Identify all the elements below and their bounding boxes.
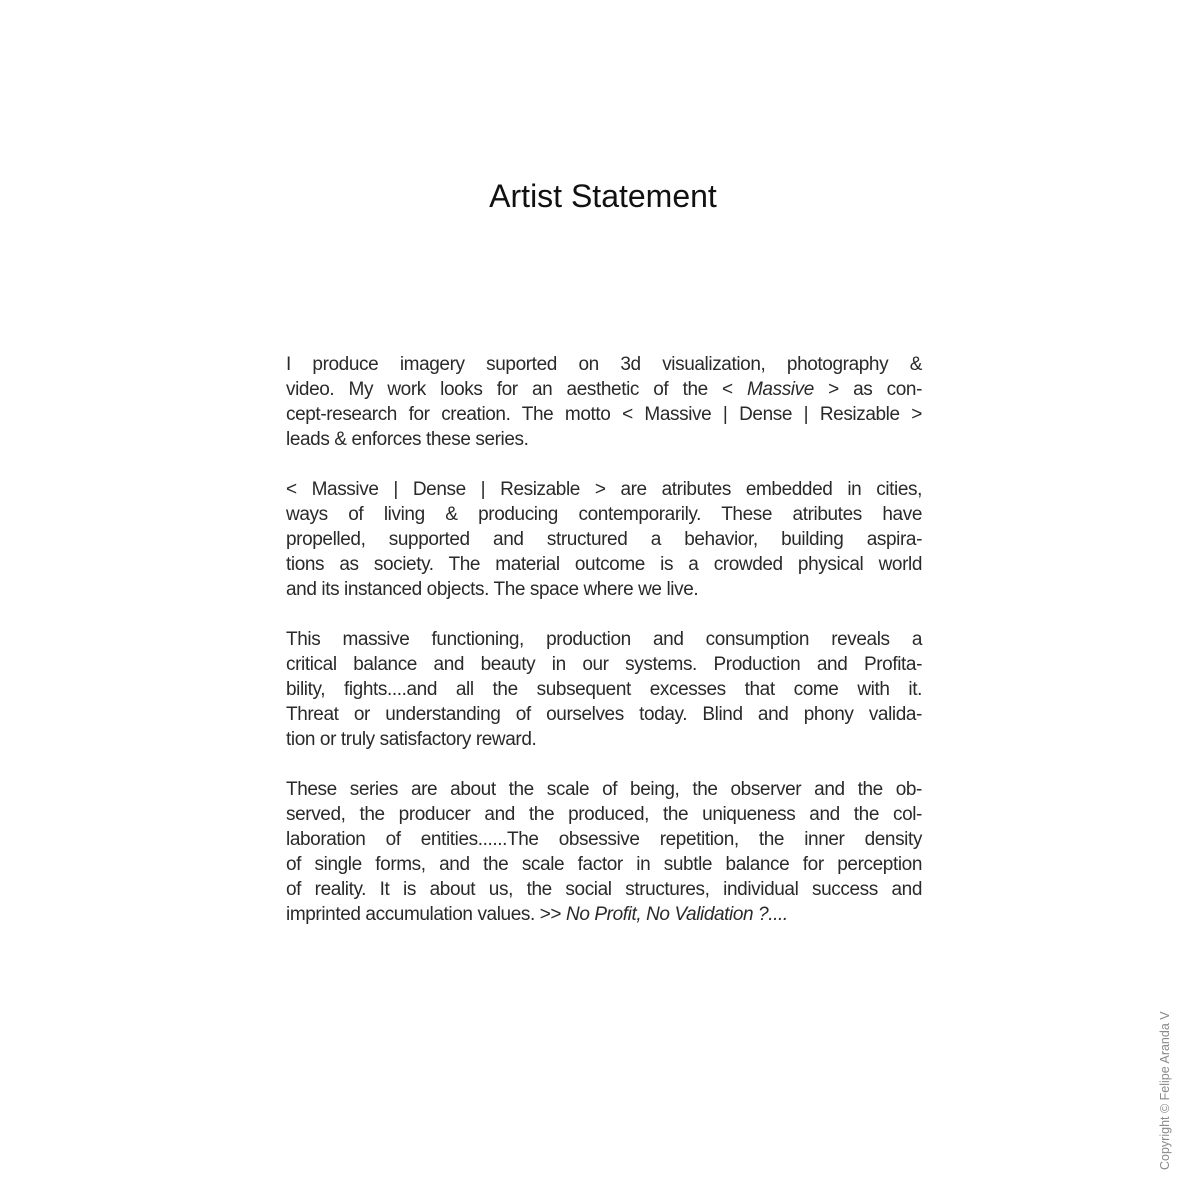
text-segment: served, the producer and the produced, the uniqueness and the col-	[286, 804, 922, 825]
text-segment: laboration of entities......The obsessive repetition, the inner density	[286, 829, 922, 850]
text-line	[286, 577, 922, 602]
text-line	[286, 702, 922, 727]
text-line	[286, 652, 922, 677]
text-line	[286, 427, 922, 452]
text-line	[286, 377, 922, 402]
text-segment: imprinted accumulation values. >>	[286, 904, 567, 925]
text-line	[286, 727, 922, 752]
text-segment: cept-research for creation. The motto < Massive | Dense | Resizable >	[286, 404, 922, 425]
statement-paragraph	[286, 627, 922, 752]
text-segment: These series are about the scale of being, the observer and the ob-	[286, 779, 922, 800]
text-line	[286, 627, 922, 652]
copyright-notice: Copyright © Felipe Aranda V	[1158, 1011, 1172, 1170]
text-segment: tions as society. The material outcome is a crowded physical world	[286, 554, 922, 575]
text-segment: video. My work looks for an aesthetic of the <	[286, 379, 747, 400]
text-line	[286, 402, 922, 427]
statement-paragraph	[286, 477, 922, 602]
text-segment: leads & enforces these series.	[286, 429, 529, 450]
text-segment: This massive functioning, production and consumption reveals a	[286, 629, 922, 650]
text-line	[286, 477, 922, 502]
text-segment: Threat or understanding of ourselves today. Blind and phony valida-	[286, 704, 922, 725]
text-line	[286, 827, 922, 852]
text-line	[286, 802, 922, 827]
statement-paragraph	[286, 777, 922, 927]
text-segment: I produce imagery suported on 3d visualization, photography &	[286, 354, 922, 375]
text-segment: > as con-	[813, 379, 922, 400]
text-segment: and its instanced objects. The space where we live.	[286, 579, 699, 600]
text-line	[286, 352, 922, 377]
text-segment: bility, fights....and all the subsequent excesses that come with it.	[286, 679, 922, 700]
italic-text: No Profit, No Validation ?....	[566, 904, 788, 925]
statement-body	[286, 352, 922, 952]
text-line	[286, 552, 922, 577]
text-segment: tion or truly satisfactory reward.	[286, 729, 537, 750]
text-line	[286, 677, 922, 702]
text-line	[286, 777, 922, 802]
text-segment: critical balance and beauty in our systems. Production and Profita-	[286, 654, 922, 675]
text-segment: of single forms, and the scale factor in subtle balance for perception	[286, 854, 922, 875]
text-segment: ways of living & producing contemporarily. These atributes have	[286, 504, 922, 525]
text-line	[286, 877, 922, 902]
text-line	[286, 852, 922, 877]
statement-paragraph	[286, 352, 922, 452]
page-title: Artist Statement	[489, 178, 717, 214]
text-segment: of reality. It is about us, the social structures, individual success and	[286, 879, 922, 900]
text-line	[286, 527, 922, 552]
text-line	[286, 502, 922, 527]
text-segment: propelled, supported and structured a behavior, building aspira-	[286, 529, 922, 550]
text-segment: < Massive | Dense | Resizable > are atributes embedded in cities,	[286, 479, 922, 500]
italic-text: Massive	[747, 379, 814, 400]
text-line	[286, 902, 922, 927]
